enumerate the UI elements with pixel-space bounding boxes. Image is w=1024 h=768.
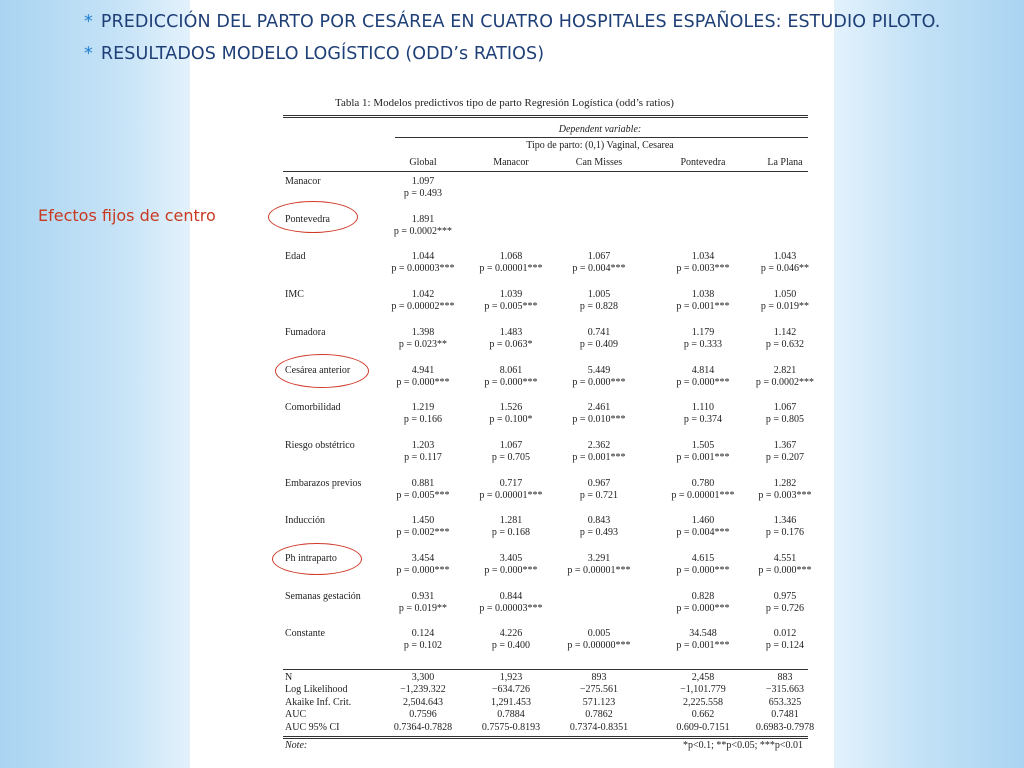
column-header-la-plana: La Plana: [767, 157, 803, 168]
p-value-cell: p = 0.632: [765, 338, 805, 350]
stat-value-cell: 653.325: [768, 696, 802, 708]
slide-title-text-1: PREDICCIÓN DEL PARTO POR CESÁREA EN CUATRO HOSPITALES ESPAÑOLES: ESTUDIO PILOTO.: [100, 12, 941, 32]
row-label: Embarazos previos: [285, 477, 362, 489]
odds-ratio-cell: 4.814: [691, 364, 715, 376]
p-value-cell: p = 0.000***: [396, 376, 450, 388]
odds-ratio-cell: 0.967: [587, 477, 611, 489]
odds-ratio-cell: 3.291: [587, 553, 611, 564]
p-value-cell: p = 0.000***: [396, 565, 450, 576]
p-value-cell: p = 0.207: [765, 451, 805, 463]
odds-ratio-cell: 1.068: [499, 251, 523, 263]
p-value-cell: p = 0.005***: [396, 489, 450, 501]
p-value-cell: p = 0.00003***: [479, 602, 543, 614]
odds-ratio-cell: 1.039: [499, 289, 523, 301]
p-value-cell: p = 0.726: [765, 602, 805, 614]
slide-title-line-1: [84, 12, 940, 32]
odds-ratio-cell: 1.398: [411, 326, 435, 338]
odds-ratio-cell: 1.526: [499, 402, 523, 414]
stat-value-cell: −1,101.779: [680, 684, 726, 696]
p-value-cell: p = 0.000***: [676, 565, 730, 576]
stat-label: Log Likelihood: [285, 684, 348, 696]
p-value-cell: p = 0.002***: [396, 527, 450, 539]
odds-ratio-cell: 0.005: [587, 628, 611, 640]
fixed-effects-annotation: Efectos fijos de centro: [38, 206, 216, 225]
odds-ratio-cell: 1.067: [499, 439, 523, 451]
table-rule: [283, 117, 808, 118]
p-value-cell: p = 0.409: [579, 338, 619, 350]
p-value-cell: p = 0.00001***: [479, 263, 543, 275]
odds-ratio-cell: 1.067: [587, 251, 611, 263]
p-value-cell: p = 0.001***: [676, 451, 730, 463]
p-value-cell: p = 0.0002***: [755, 376, 815, 388]
odds-ratio-cell: 3.454: [411, 553, 435, 564]
odds-ratio-cell: 2.461: [587, 402, 611, 414]
odds-ratio-cell: 1.281: [499, 515, 523, 527]
bullet-star-icon: *: [84, 12, 93, 32]
odds-ratio-cell: 1.450: [411, 515, 435, 527]
p-value-cell: p = 0.100*: [489, 414, 533, 426]
odds-ratio-cell: 1.067: [773, 402, 797, 414]
odds-ratio-cell: 1.097: [411, 176, 435, 187]
p-value-cell: p = 0.001***: [676, 301, 730, 313]
odds-ratio-cell: 1.367: [773, 439, 797, 451]
odds-ratio-cell: 1.042: [411, 289, 435, 301]
p-value-cell: p = 0.828: [579, 301, 619, 313]
stat-label: AUC: [285, 709, 307, 721]
p-value-cell: p = 0.00000***: [567, 640, 631, 652]
row-label: Cesárea anterior: [285, 364, 351, 376]
p-value-cell: p = 0.00003***: [391, 263, 455, 275]
highlight-circle-cesarea-anterior: [275, 354, 369, 388]
p-value-cell: p = 0.000***: [676, 376, 730, 388]
odds-ratio-cell: 1.346: [773, 515, 797, 527]
stat-value-cell: 0.7575-0.8193: [481, 721, 541, 733]
row-label: Manacor: [285, 176, 321, 187]
dependent-variable-name: Tipo de parto: (0,1) Vaginal, Cesarea: [526, 140, 674, 151]
stat-label: N: [285, 672, 293, 683]
p-value-cell: p = 0.003***: [676, 263, 730, 275]
p-value-cell: p = 0.00002***: [391, 301, 455, 313]
odds-ratio-cell: 1.203: [411, 439, 435, 451]
odds-ratio-cell: 0.717: [499, 477, 523, 489]
p-value-cell: p = 0.0002***: [393, 225, 453, 237]
stat-value-cell: 0.7862: [585, 709, 613, 721]
p-value-cell: p = 0.019**: [398, 602, 448, 614]
odds-ratio-cell: 1.005: [587, 289, 611, 301]
odds-ratio-cell: 0.844: [499, 590, 523, 602]
stat-value-cell: 0.609-0.7151: [676, 721, 730, 733]
p-value-cell: p = 0.176: [765, 527, 805, 539]
stat-value-cell: 571.123: [582, 696, 616, 708]
row-label: Pontevedra: [285, 213, 330, 225]
stat-value-cell: 2,504.643: [403, 696, 443, 708]
p-value-cell: p = 0.400: [491, 640, 531, 652]
table-rule: [283, 171, 808, 172]
odds-ratio-cell: 1.460: [691, 515, 715, 527]
p-value-cell: p = 0.000***: [572, 376, 626, 388]
highlight-circle-pontevedra: [268, 201, 358, 233]
p-value-cell: p = 0.000***: [758, 565, 812, 576]
p-value-cell: p = 0.003***: [758, 489, 812, 501]
odds-ratio-cell: 0.931: [411, 590, 435, 602]
p-value-cell: p = 0.000***: [484, 565, 538, 576]
column-header-manacor: Manacor: [493, 157, 529, 168]
p-value-cell: p = 0.019**: [760, 301, 810, 313]
table-rule: [283, 669, 808, 670]
p-value-cell: p = 0.00001***: [671, 489, 735, 501]
odds-ratio-cell: 0.741: [587, 326, 611, 338]
p-value-cell: p = 0.493: [579, 527, 619, 539]
row-label: Inducción: [285, 515, 325, 527]
stat-value-cell: 0.7364-0.7828: [393, 721, 453, 733]
row-label: Fumadora: [285, 326, 326, 338]
odds-ratio-cell: 2.821: [773, 364, 797, 376]
odds-ratio-cell: 1.179: [691, 326, 715, 338]
stat-value-cell: 893: [591, 672, 607, 683]
odds-ratio-cell: 4.226: [499, 628, 523, 640]
p-value-cell: p = 0.00001***: [479, 489, 543, 501]
odds-ratio-cell: 0.828: [691, 590, 715, 602]
odds-ratio-cell: 3.405: [499, 553, 523, 564]
p-value-cell: p = 0.001***: [676, 640, 730, 652]
highlight-circle-ph-intraparto: [272, 543, 362, 575]
stat-value-cell: 0.7884: [497, 709, 525, 721]
odds-ratio-cell: 4.551: [773, 553, 797, 564]
row-label: Riesgo obstétrico: [285, 439, 355, 451]
row-label: Semanas gestación: [285, 590, 361, 602]
stat-value-cell: −315.663: [765, 684, 805, 696]
p-value-cell: p = 0.023**: [398, 338, 448, 350]
stat-value-cell: 0.7596: [409, 709, 437, 721]
odds-ratio-cell: 1.050: [773, 289, 797, 301]
stat-value-cell: 1,923: [499, 672, 523, 683]
row-label: IMC: [285, 289, 304, 301]
column-header-pontevedra: Pontevedra: [680, 157, 726, 168]
odds-ratio-cell: 1.891: [411, 213, 435, 225]
p-value-cell: p = 0.333: [683, 338, 723, 350]
stat-value-cell: −1,239.322: [400, 684, 446, 696]
odds-ratio-cell: 1.505: [691, 439, 715, 451]
odds-ratio-cell: 0.780: [691, 477, 715, 489]
stat-value-cell: 2,458: [691, 672, 715, 683]
row-label: Constante: [285, 628, 325, 640]
row-label: Ph intraparto: [285, 553, 337, 564]
p-value-cell: p = 0.00001***: [567, 565, 631, 576]
p-value-cell: p = 0.705: [491, 451, 531, 463]
p-value-cell: p = 0.046**: [760, 263, 810, 275]
bullet-star-icon: *: [84, 44, 93, 64]
table-caption: Tabla 1: Modelos predictivos tipo de parto Regresión Logística (odd’s ratios): [335, 97, 674, 109]
stat-value-cell: −634.726: [491, 684, 531, 696]
p-value-cell: p = 0.805: [765, 414, 805, 426]
odds-ratio-cell: 0.881: [411, 477, 435, 489]
odds-ratio-cell: 1.282: [773, 477, 797, 489]
odds-ratio-cell: 1.483: [499, 326, 523, 338]
odds-ratio-cell: 4.615: [691, 553, 715, 564]
odds-ratio-cell: 2.362: [587, 439, 611, 451]
p-value-cell: p = 0.124: [765, 640, 805, 652]
table-note-label: Note:: [285, 740, 308, 751]
stat-value-cell: 883: [777, 672, 793, 683]
odds-ratio-cell: 1.110: [691, 402, 715, 414]
stat-value-cell: 3,300: [411, 672, 435, 683]
p-value-cell: p = 0.374: [683, 414, 723, 426]
odds-ratio-cell: 8.061: [499, 364, 523, 376]
p-value-cell: p = 0.721: [579, 489, 619, 501]
stat-value-cell: 0.662: [691, 709, 715, 721]
odds-ratio-cell: 34.548: [689, 628, 717, 640]
odds-ratio-cell: 1.044: [411, 251, 435, 263]
table-rule: [395, 137, 808, 138]
p-value-cell: p = 0.010***: [572, 414, 626, 426]
p-value-cell: p = 0.168: [491, 527, 531, 539]
odds-ratio-cell: 5.449: [587, 364, 611, 376]
p-value-cell: p = 0.166: [403, 414, 443, 426]
stat-value-cell: 1,291.453: [491, 696, 531, 708]
p-value-cell: p = 0.063*: [489, 338, 533, 350]
column-header-global: Global: [409, 157, 437, 168]
odds-ratio-cell: 1.043: [773, 251, 797, 263]
row-label: Comorbilidad: [285, 402, 341, 414]
p-value-cell: p = 0.004***: [572, 263, 626, 275]
stat-label: AUC 95% CI: [285, 721, 340, 733]
odds-ratio-cell: 0.975: [773, 590, 797, 602]
odds-ratio-cell: 1.034: [691, 251, 715, 263]
p-value-cell: p = 0.004***: [676, 527, 730, 539]
slide-title-text-2: RESULTADOS MODELO LOGÍSTICO (ODD’s RATIOS): [100, 44, 545, 64]
odds-ratio-cell: 1.038: [691, 289, 715, 301]
odds-ratio-cell: 0.124: [411, 628, 435, 640]
odds-ratio-cell: 0.843: [587, 515, 611, 527]
p-value-cell: p = 0.000***: [484, 376, 538, 388]
stat-value-cell: −275.561: [579, 684, 619, 696]
table-note-text: *p<0.1; **p<0.05; ***p<0.01: [683, 740, 803, 751]
p-value-cell: p = 0.117: [404, 451, 442, 463]
p-value-cell: p = 0.102: [403, 640, 443, 652]
p-value-cell: p = 0.493: [403, 188, 443, 199]
dependent-variable-header: Dependent variable:: [558, 124, 642, 135]
odds-ratio-cell: 0.012: [773, 628, 797, 640]
p-value-cell: p = 0.001***: [572, 451, 626, 463]
stat-label: Akaike Inf. Crit.: [285, 696, 352, 708]
odds-ratio-cell: 1.219: [411, 402, 435, 414]
row-label: Edad: [285, 251, 306, 263]
column-header-can-misses: Can Misses: [575, 157, 623, 168]
stat-value-cell: 0.7481: [771, 709, 799, 721]
slide-title-line-2: [84, 44, 544, 64]
stat-value-cell: 0.7374-0.8351: [569, 721, 629, 733]
stat-value-cell: 2,225.558: [683, 696, 723, 708]
odds-ratio-cell: 4.941: [411, 364, 435, 376]
p-value-cell: p = 0.000***: [676, 602, 730, 614]
stat-value-cell: 0.6983-0.7978: [755, 721, 815, 733]
p-value-cell: p = 0.005***: [484, 301, 538, 313]
odds-ratio-cell: 1.142: [773, 326, 797, 338]
